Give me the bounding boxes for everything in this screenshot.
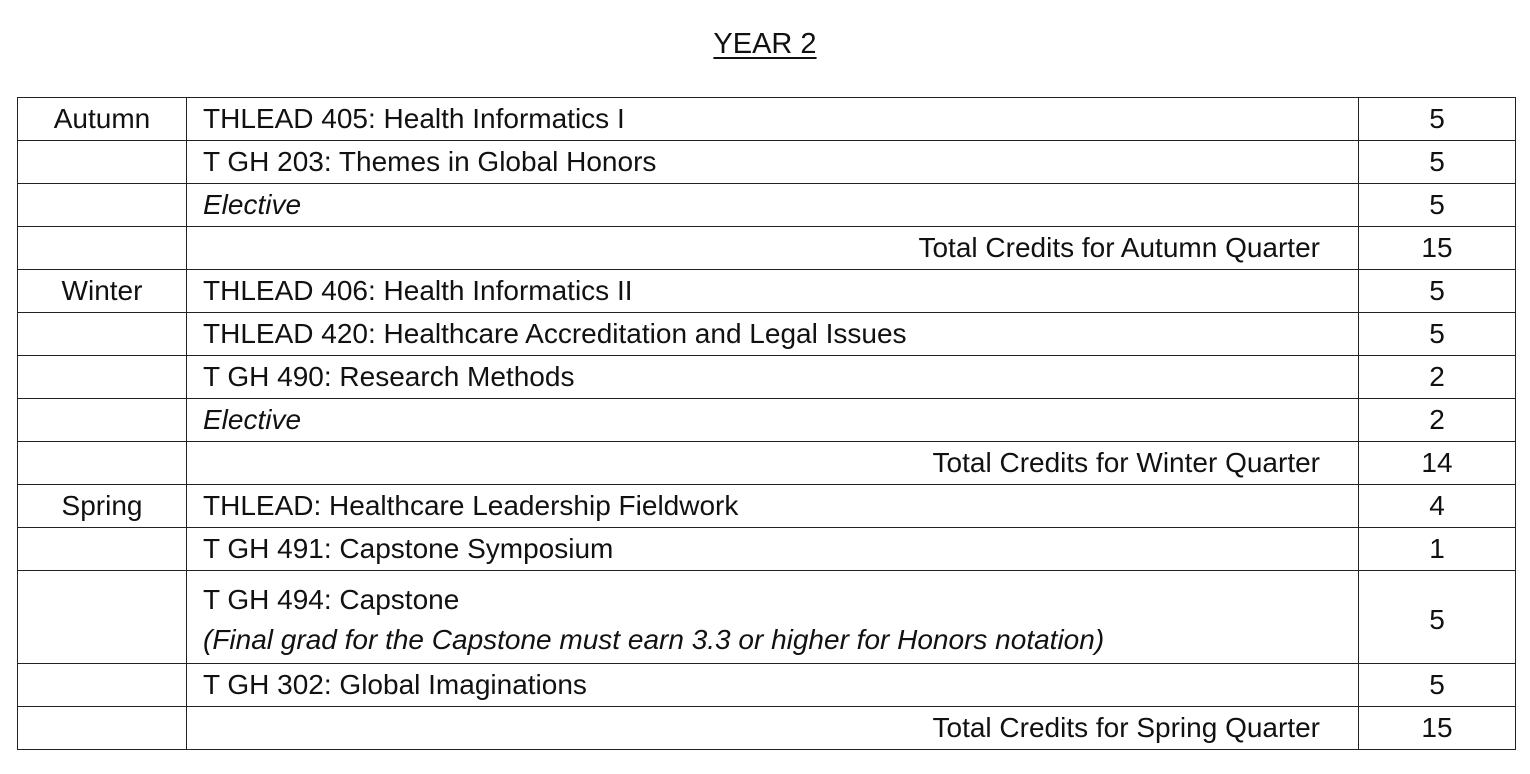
course-credits: 2 bbox=[1359, 356, 1516, 399]
total-row-winter bbox=[18, 442, 1516, 485]
quarter-cell-empty bbox=[18, 141, 187, 184]
course-credits: 2 bbox=[1359, 399, 1516, 442]
total-label-autumn: Total Credits for Autumn Quarter bbox=[187, 227, 1359, 270]
course-name: T GH 494: Capstone bbox=[203, 584, 460, 616]
quarter-cell-empty bbox=[18, 528, 187, 571]
table-row bbox=[18, 356, 1516, 399]
table-row bbox=[18, 141, 1516, 184]
course-name-elective: Elective bbox=[187, 399, 1359, 442]
course-name: T GH 302: Global Imaginations bbox=[187, 664, 1359, 707]
quarter-cell-empty bbox=[18, 227, 187, 270]
course-credits: 5 bbox=[1359, 664, 1516, 707]
course-credits: 5 bbox=[1359, 313, 1516, 356]
course-name: THLEAD: Healthcare Leadership Fieldwork bbox=[187, 485, 1359, 528]
course-credits: 5 bbox=[1359, 141, 1516, 184]
quarter-cell-empty bbox=[18, 571, 187, 664]
quarter-cell-empty bbox=[18, 664, 187, 707]
quarter-label-spring: Spring bbox=[18, 485, 187, 528]
course-name: THLEAD 406: Health Informatics II bbox=[187, 270, 1359, 313]
course-name-elective: Elective bbox=[187, 184, 1359, 227]
course-credits: 1 bbox=[1359, 528, 1516, 571]
course-plan-table bbox=[17, 97, 1516, 750]
total-label-spring: Total Credits for Spring Quarter bbox=[187, 707, 1359, 750]
quarter-cell-empty bbox=[18, 442, 187, 485]
table-row bbox=[18, 571, 1516, 664]
course-note: (Final grad for the Capstone must earn 3.3 or higher for Honors notation) bbox=[203, 624, 1105, 655]
table-row bbox=[18, 313, 1516, 356]
quarter-label-winter: Winter bbox=[18, 270, 187, 313]
course-name-with-note bbox=[187, 571, 1359, 664]
course-credits: 5 bbox=[1359, 270, 1516, 313]
table-row bbox=[18, 98, 1516, 141]
course-name: T GH 490: Research Methods bbox=[187, 356, 1359, 399]
course-credits: 5 bbox=[1359, 571, 1516, 664]
course-credits: 5 bbox=[1359, 184, 1516, 227]
quarter-cell-empty bbox=[18, 707, 187, 750]
table-row bbox=[18, 485, 1516, 528]
course-name: THLEAD 420: Healthcare Accreditation and Legal Issues bbox=[187, 313, 1359, 356]
table-row bbox=[18, 399, 1516, 442]
total-label-winter: Total Credits for Winter Quarter bbox=[187, 442, 1359, 485]
quarter-cell-empty bbox=[18, 184, 187, 227]
course-name: THLEAD 405: Health Informatics I bbox=[187, 98, 1359, 141]
quarter-label-autumn: Autumn bbox=[18, 98, 187, 141]
total-value-spring: 15 bbox=[1359, 707, 1516, 750]
course-credits: 5 bbox=[1359, 98, 1516, 141]
course-name: T GH 491: Capstone Symposium bbox=[187, 528, 1359, 571]
table-row bbox=[18, 270, 1516, 313]
quarter-cell-empty bbox=[18, 356, 187, 399]
quarter-cell-empty bbox=[18, 313, 187, 356]
total-row-autumn bbox=[18, 227, 1516, 270]
table-row bbox=[18, 664, 1516, 707]
quarter-cell-empty bbox=[18, 399, 187, 442]
table-row bbox=[18, 184, 1516, 227]
table-row bbox=[18, 528, 1516, 571]
total-value-winter: 14 bbox=[1359, 442, 1516, 485]
total-row-spring bbox=[18, 707, 1516, 750]
course-name: T GH 203: Themes in Global Honors bbox=[187, 141, 1359, 184]
course-credits: 4 bbox=[1359, 485, 1516, 528]
page-title: YEAR 2 bbox=[713, 28, 817, 60]
total-value-autumn: 15 bbox=[1359, 227, 1516, 270]
